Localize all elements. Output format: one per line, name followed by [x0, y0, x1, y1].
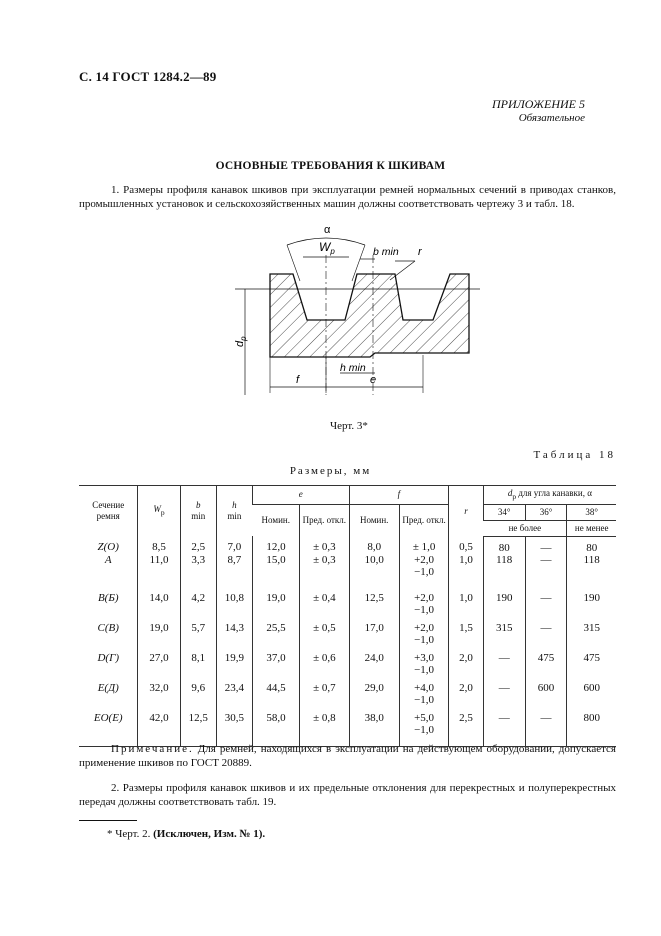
header-f: f — [349, 486, 449, 505]
cell-b: 3,3 — [180, 554, 216, 592]
cell-ep: ± 0,8 — [300, 712, 349, 747]
cell-fn: 29,0 — [349, 682, 399, 712]
header-section: Сечение ремня — [79, 486, 138, 537]
paragraph-2: 2. Размеры профиля канавок шкивов и их предельные отклонения для перекрестных и полуперекрестных передач должны соответствовать табл. 19. — [79, 782, 616, 808]
cell-d34: 315 — [483, 622, 525, 652]
f-label: f — [296, 374, 300, 386]
cell-fp: +2,0 −1,0 — [399, 592, 448, 622]
cell-d34: 190 — [483, 592, 525, 622]
cell-wp: 32,0 — [138, 682, 180, 712]
figure-caption: Черт. 3* — [330, 420, 368, 432]
cell-fp: +4,0 −1,0 — [399, 682, 448, 712]
cell-h: 30,5 — [216, 712, 252, 747]
cell-r: 1,5 — [449, 622, 484, 652]
header-dp: $d_p$ для угла канавки, α — [483, 486, 616, 505]
cell-r: 2,0 — [449, 682, 484, 712]
header-r: r — [449, 486, 484, 537]
cell-en: 44,5 — [252, 682, 299, 712]
cell-en: 19,0 — [252, 592, 299, 622]
cell-wp: 42,0 — [138, 712, 180, 747]
pulley-groove-drawing — [225, 225, 485, 395]
cell-fn: 17,0 — [349, 622, 399, 652]
cell-r: 1,0 — [449, 592, 484, 622]
footnote-bold: (Исключен, Изм. № 1). — [153, 828, 266, 840]
pulley-section — [270, 274, 469, 357]
cell-h: 23,4 — [216, 682, 252, 712]
alpha-label: α — [324, 225, 331, 236]
cell-d38: 80 — [567, 536, 616, 554]
cell-fp: +5,0 −1,0 — [399, 712, 448, 747]
cell-r: 0,5 — [449, 536, 484, 554]
cell-d36: — — [525, 554, 567, 592]
cell-s: Z(O) — [97, 541, 119, 554]
table-label: Таблица 18 — [533, 449, 616, 461]
cell-fn: 10,0 — [349, 554, 399, 592]
cell-s: E(Д) — [97, 681, 119, 694]
cell-h: 19,9 — [216, 652, 252, 682]
cell-fp: +3,0 −1,0 — [399, 652, 448, 682]
header-36: 36° — [525, 504, 567, 520]
cell-fn: 38,0 — [349, 712, 399, 747]
cell-b: 9,6 — [180, 682, 216, 712]
header-e-nom: Номин. — [252, 504, 299, 536]
cell-fp: +2,0 −1,0 — [399, 622, 448, 652]
header-not-more: не более — [483, 520, 567, 536]
page-header: С. 14 ГОСТ 1284.2—89 — [79, 69, 217, 84]
sizes-table — [79, 485, 616, 747]
cell-s: EO(E) — [79, 712, 138, 747]
cell-d38: 315 — [567, 622, 616, 652]
cell-wp: 27,0 — [138, 652, 180, 682]
cell-en: 58,0 — [252, 712, 299, 747]
cell-d36: 600 — [525, 682, 567, 712]
cell-d36: — — [525, 536, 567, 554]
cell-d36: — — [525, 592, 567, 622]
cell-b: 5,7 — [180, 622, 216, 652]
footnote-prefix: * Черт. 2. — [107, 828, 154, 840]
cell-ep: ± 0,4 — [300, 592, 349, 622]
cell-wp: 19,0 — [138, 622, 180, 652]
cell-en: 12,0 — [252, 536, 299, 554]
cell-d38: 800 — [567, 712, 616, 747]
cell-fn: 12,5 — [349, 592, 399, 622]
cell-ep: ± 0,7 — [300, 682, 349, 712]
table-row — [79, 652, 616, 682]
appendix-block — [492, 97, 585, 125]
bmin-label: b min — [373, 246, 399, 258]
header-wp: $W_p$ — [138, 486, 180, 537]
cell-en: 15,0 — [252, 554, 299, 592]
appendix-subtitle: Обязательное — [518, 112, 585, 124]
cell-h: 14,3 — [216, 622, 252, 652]
hmin-label: h min — [340, 362, 366, 374]
cell-en: 37,0 — [252, 652, 299, 682]
header-38: 38° — [567, 504, 616, 520]
cell-wp: 11,0 — [138, 554, 180, 592]
cell-en: 25,5 — [252, 622, 299, 652]
cell-d34: 118 — [483, 554, 525, 592]
cell-wp: 8,5 — [138, 536, 180, 554]
cell-d34: — — [483, 682, 525, 712]
section-title: ОСНОВНЫЕ ТРЕБОВАНИЯ К ШКИВАМ — [215, 160, 446, 172]
note — [79, 742, 616, 770]
cell-ep: ± 0,3 — [300, 536, 349, 554]
cell-fn: 24,0 — [349, 652, 399, 682]
cell-wp: 14,0 — [138, 592, 180, 622]
cell-ep: ± 0,5 — [300, 622, 349, 652]
cell-s: C(B) — [97, 621, 119, 634]
e-label: e — [370, 374, 377, 386]
cell-d38: 118 — [567, 554, 616, 592]
cell-b: 8,1 — [180, 652, 216, 682]
r-label: r — [418, 246, 422, 258]
header-e: e — [252, 486, 349, 505]
cell-ep: ± 0,3 — [300, 554, 349, 592]
table-row — [79, 554, 616, 592]
header-b: b min — [180, 486, 216, 537]
cell-r: 2,0 — [449, 652, 484, 682]
cell-d38: 600 — [567, 682, 616, 712]
cell-d38: 190 — [567, 592, 616, 622]
cell-s: A — [104, 553, 112, 566]
table-body — [79, 536, 616, 746]
table-row — [79, 682, 616, 712]
cell-d36: 475 — [525, 652, 567, 682]
footnote-divider — [79, 820, 137, 821]
cell-fp: ± 1,0 — [399, 536, 448, 554]
paragraph-1: 1. Размеры профиля канавок шкивов при эксплуатации ремней нормальных сечений в приводах станков, промышленных установок и сельскохозяйственных машин должны соответствовать чертежу 3 и табл. 18. — [79, 184, 616, 210]
footnote — [107, 828, 265, 840]
cell-d38: 475 — [567, 652, 616, 682]
table-row — [79, 592, 616, 622]
cell-d34: 80 — [483, 536, 525, 554]
wp-label: $W_p$ — [319, 240, 335, 256]
header-h: h min — [216, 486, 252, 537]
cell-s: D(Г) — [97, 651, 119, 664]
header-f-pred: Пред. откл. — [399, 504, 448, 536]
header-e-pred: Пред. откл. — [300, 504, 349, 536]
cell-h: 7,0 — [216, 536, 252, 554]
table-row — [79, 622, 616, 652]
cell-fp: +2,0 −1,0 — [399, 554, 448, 592]
cell-s: B(Б) — [97, 591, 119, 604]
table-subtitle: Размеры, мм — [289, 465, 372, 477]
cell-r: 2,5 — [449, 712, 484, 747]
cell-b: 2,5 — [180, 536, 216, 554]
cell-ep: ± 0,6 — [300, 652, 349, 682]
cell-h: 10,8 — [216, 592, 252, 622]
header-34: 34° — [483, 504, 525, 520]
cell-d36: — — [525, 622, 567, 652]
header-not-less: не менее — [567, 520, 616, 536]
cell-b: 4,2 — [180, 592, 216, 622]
cell-fn: 8,0 — [349, 536, 399, 554]
note-label: Примечание. — [111, 743, 194, 755]
table-row — [79, 536, 616, 554]
cell-d36: — — [525, 712, 567, 747]
cell-h: 8,7 — [216, 554, 252, 592]
cell-d34: — — [483, 652, 525, 682]
cell-b: 12,5 — [180, 712, 216, 747]
dp-label: $d_p$ — [234, 336, 248, 347]
cell-d34: — — [483, 712, 525, 747]
note-text: Для ремней, находящихся в эксплуатации на действующем оборудовании, допускается применение шкивов по ГОСТ 20889. — [79, 743, 616, 769]
header-f-nom: Номин. — [349, 504, 399, 536]
cell-r: 1,0 — [449, 554, 484, 592]
appendix-title: ПРИЛОЖЕНИЕ 5 — [492, 97, 585, 111]
